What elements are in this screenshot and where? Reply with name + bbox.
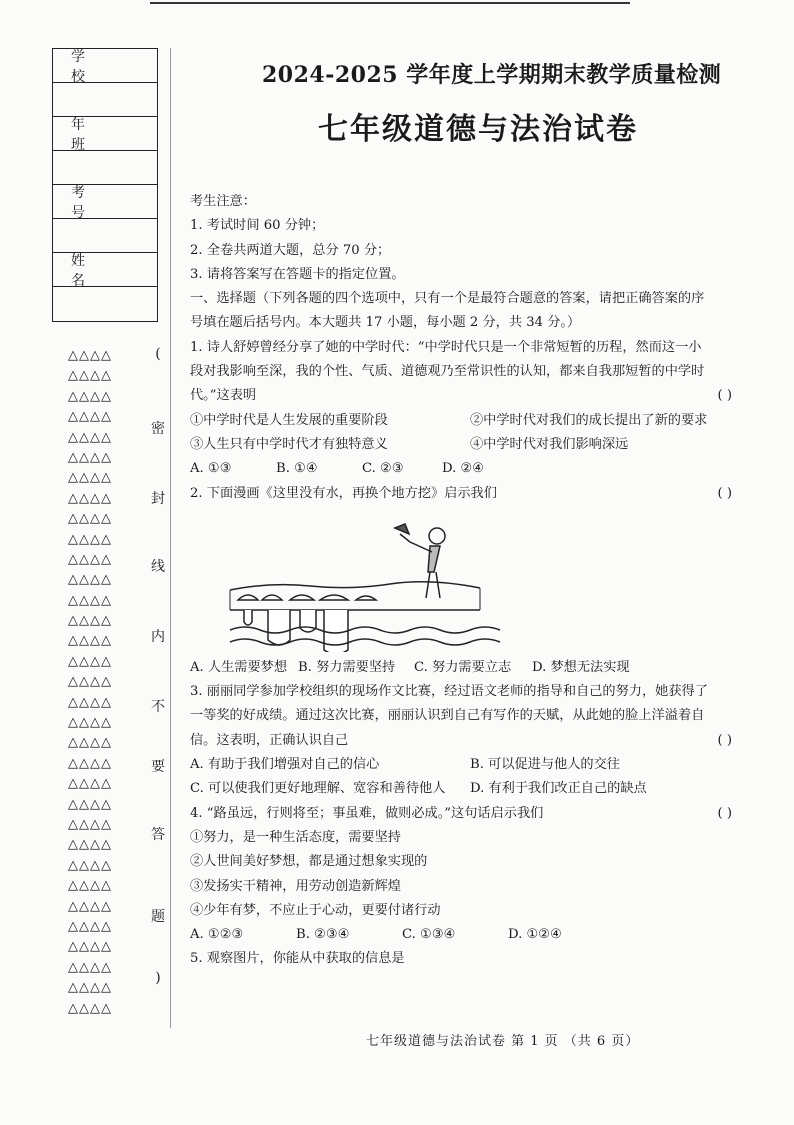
triangle-row: △△△△ [68, 980, 112, 996]
q4-answer-paren[interactable]: ( ) [717, 805, 732, 821]
q2-stem: 2. 下面漫画《这里没有水，再换个地方挖》启示我们 [190, 485, 497, 501]
triangle-row: △△△△ [68, 674, 112, 690]
q3-stem-end [190, 729, 750, 753]
triangle-row: △△△△ [68, 939, 112, 955]
q4-options [190, 923, 750, 947]
triangle-row: △△△△ [68, 959, 112, 975]
q4-option-d: D. ①②④ [508, 927, 562, 943]
triangle-row: △△△△ [68, 490, 112, 506]
triangle-row: △△△△ [68, 857, 112, 873]
triangle-row: △△△△ [68, 348, 112, 363]
triangle-row: △△△△ [68, 715, 112, 731]
q2-answer-paren[interactable]: ( ) [717, 485, 732, 501]
triangle-row: △△△△ [68, 429, 112, 445]
notice-item: 3. 请将答案写在答题卡的指定位置。 [190, 266, 405, 282]
triangle-row: △△△△ [68, 796, 112, 812]
triangle-row: △△△△ [68, 878, 112, 894]
page-footer: 七年级道德与法治试卷 第 1 页 （共 6 页） [366, 1034, 640, 1049]
triangle-row: △△△△ [68, 816, 112, 832]
triangle-row: △△△△ [68, 388, 112, 404]
q4-stem-line [190, 802, 750, 826]
seal-char: ( [155, 346, 161, 362]
q4-statement-2: ②人世间美好梦想，都是通过想象实现的 [190, 854, 428, 870]
q1-option-a: A. ①③ [190, 461, 232, 477]
triangle-seal-border [68, 346, 138, 1019]
q1-option-c: C. ②③ [362, 461, 404, 477]
triangle-row: △△△△ [68, 409, 112, 425]
q5-stem: 5. 观察图片，你能从中获取的信息是 [190, 951, 405, 967]
triangle-row: △△△△ [68, 918, 112, 934]
q1-stem: 段对我影响至深，我的个性、气质、道德观乃至常识性的认知，都来自我那短暂的中学时 [190, 364, 705, 380]
q1-options [190, 457, 750, 481]
triangle-row: △△△△ [68, 572, 112, 588]
notice-item: 2. 全卷共两道大题，总分 70 分； [190, 242, 391, 258]
triangle-row: △△△△ [68, 1000, 112, 1016]
q1-statement-2: ②中学时代对我们的成长提出了新的要求 [470, 412, 708, 428]
q4-statement-3: ③发扬实干精神，用劳动创造新辉煌 [190, 878, 401, 894]
triangle-row: △△△△ [68, 368, 112, 384]
triangle-row: △△△△ [68, 837, 112, 853]
seal-char: 内 [151, 629, 165, 645]
seal-char: 线 [151, 559, 165, 575]
notice-item: 1. 考试时间 60 分钟； [190, 218, 325, 234]
triangle-row: △△△△ [68, 613, 112, 629]
q4-statement-4: ④少年有梦，不应止于心动，更要付诸行动 [190, 902, 441, 918]
triangle-row: △△△△ [68, 511, 112, 527]
q1-statements [190, 409, 750, 433]
q2-cartoon [190, 512, 750, 652]
seal-char: 要 [151, 759, 165, 775]
school-field[interactable] [53, 83, 157, 117]
q3-stem: 3. 丽丽同学参加学校组织的现场作文比赛，经过语文老师的指导和自己的努力，她获得了 [190, 684, 708, 700]
seal-char: ) [155, 970, 161, 986]
q4-stem: 4. “路虽远，行则将至；事虽难，做则必成。”这句话启示我们 [190, 805, 544, 821]
q3-option-c: C. 可以使我们更好地理解、宽容和善待他人 [190, 781, 446, 797]
q5-stem-line [190, 947, 750, 971]
q3-answer-paren[interactable]: ( ) [717, 732, 732, 748]
q2-option-b: B. 努力需要坚持 [298, 659, 396, 675]
triangle-row: △△△△ [68, 755, 112, 771]
q3-stem: 一等奖的好成绩。通过这次比赛，丽丽认识到自己有写作的天赋，从此她的脸上洋溢着自 [190, 708, 705, 724]
class-field[interactable] [53, 151, 157, 185]
q1-statements [190, 433, 750, 457]
triangle-row: △△△△ [68, 633, 112, 649]
q4-option-a: A. ①②③ [190, 927, 244, 943]
section-heading-cont: 号填在题后括号内。本大题共 17 小题，每小题 2 分，共 34 分。） [190, 315, 581, 331]
q3-options [190, 777, 750, 801]
triangle-row: △△△△ [68, 898, 112, 914]
q1-statement-4: ④中学时代对我们影响深远 [470, 436, 629, 452]
exam-number-field[interactable] [53, 219, 157, 253]
name-label: 姓 名 [53, 253, 157, 287]
triangle-row: △△△△ [68, 449, 112, 465]
q1-option-b: B. ①④ [276, 461, 318, 477]
triangle-row: △△△△ [68, 470, 112, 486]
name-field[interactable] [53, 287, 157, 321]
q4-option-b: B. ②③④ [296, 927, 350, 943]
triangle-row: △△△△ [68, 776, 112, 792]
seal-char: 密 [151, 421, 165, 437]
q2-option-a: A. 人生需要梦想 [190, 659, 288, 675]
q1-answer-paren[interactable]: ( ) [717, 388, 732, 404]
triangle-row: △△△△ [68, 653, 112, 669]
triangle-row: △△△△ [68, 592, 112, 608]
exam-content [190, 190, 750, 972]
triangle-row: △△△△ [68, 735, 112, 751]
q2-stem-line [190, 482, 750, 506]
top-edge-line [150, 2, 630, 4]
q4-statement-1: ①努力，是一种生活态度，需要坚持 [190, 829, 401, 845]
school-label: 学 校 [53, 49, 157, 83]
q1-stem-end [190, 384, 750, 408]
q2-option-d: D. 梦想无法实现 [532, 659, 630, 675]
q3-options [190, 753, 750, 777]
q1-option-d: D. ②④ [442, 461, 485, 477]
q1-stem-text: 代。”这表明 [190, 388, 257, 404]
binding-line [170, 48, 171, 1028]
q1-statement-1: ①中学时代是人生发展的重要阶段 [190, 412, 388, 428]
seal-char: 封 [151, 491, 165, 507]
q4-option-c: C. ①③④ [402, 927, 456, 943]
notice-heading: 考生注意： [190, 194, 256, 209]
seal-char: 答 [151, 827, 165, 843]
q1-statement-3: ③人生只有中学时代才有独特意义 [190, 436, 388, 452]
class-label: 年 班 [53, 117, 157, 151]
seal-char: 不 [151, 699, 165, 715]
q2-option-c: C. 努力需要立志 [414, 659, 512, 675]
exam-number-label: 考 号 [53, 185, 157, 219]
seal-char: 题 [151, 909, 165, 925]
triangle-row: △△△△ [68, 551, 112, 567]
q1-stem: 1. 诗人舒婷曾经分享了她的中学时代：“中学时代只是一个非常短暂的历程，然而这一小 [190, 339, 702, 355]
q3-option-d: D. 有利于我们改正自己的缺点 [470, 781, 647, 797]
exam-subject-title: 七年级道德与法治试卷 [318, 112, 638, 147]
triangle-row: △△△△ [68, 531, 112, 547]
q3-option-a: A. 有助于我们增强对自己的信心 [190, 757, 380, 773]
q3-option-b: B. 可以促进与他人的交往 [470, 757, 620, 773]
section-heading: 一、选择题（下列各题的四个选项中，只有一个是最符合题意的答案，请把正确答案的序 [190, 291, 705, 307]
student-info-table [52, 48, 158, 322]
digging-cartoon-illustration [190, 512, 750, 652]
q3-stem-text: 信。这表明，正确认识自己 [190, 732, 349, 748]
triangle-row: △△△△ [68, 694, 112, 710]
exam-title: 2024-2025 学年度上学期期末教学质量检测 [262, 62, 722, 88]
q2-options [190, 656, 750, 680]
